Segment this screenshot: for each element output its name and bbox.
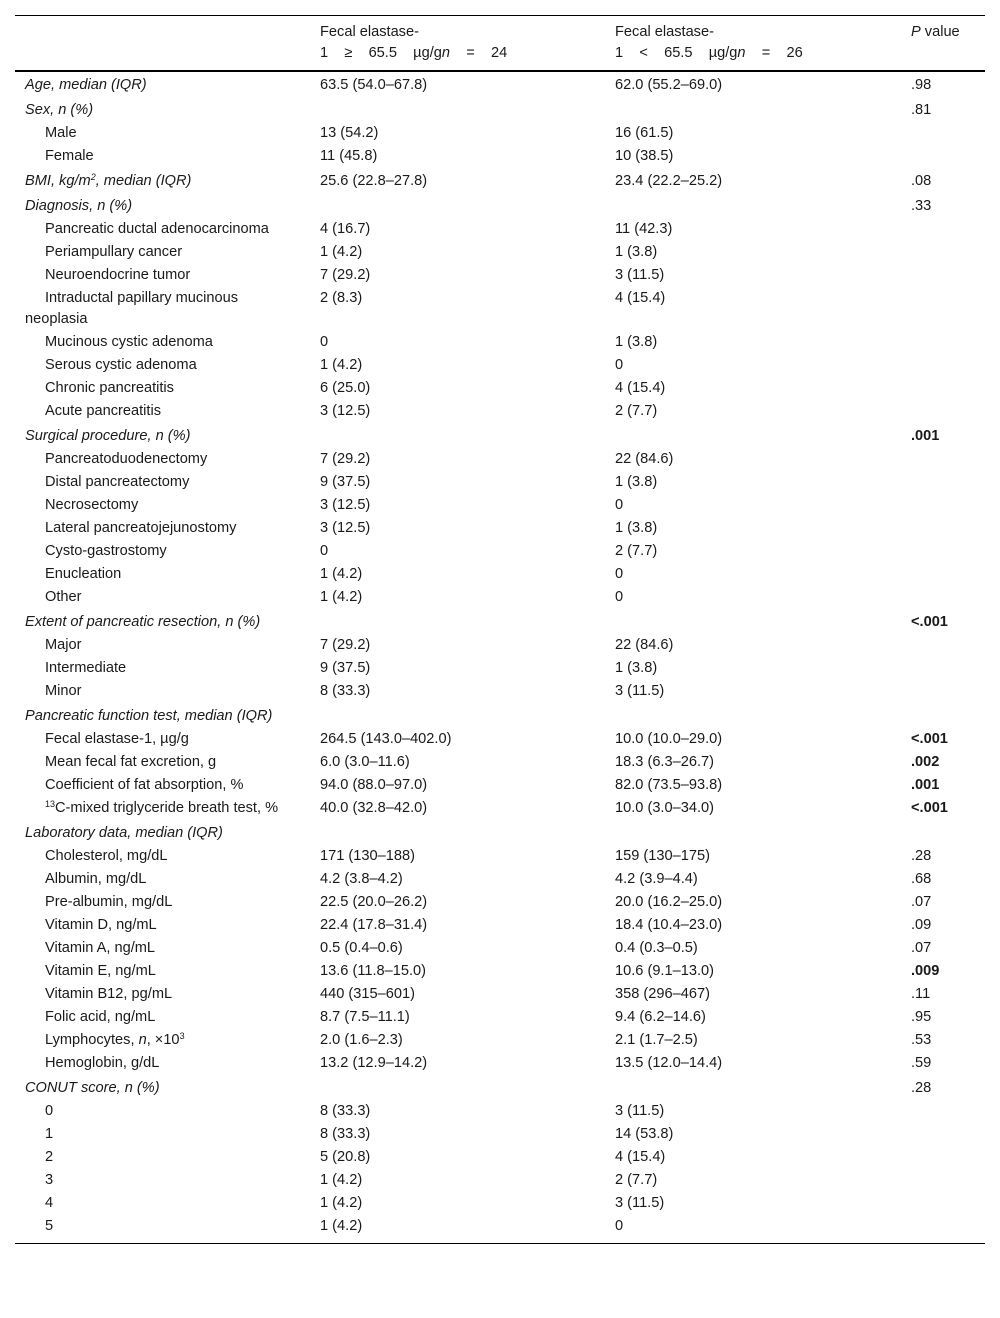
table-row-cholesterol [15,845,985,868]
cell-low: 1 (3.8) [615,520,658,536]
header-empty-cell [15,16,310,72]
table-row-vitamin-e [15,960,985,983]
cell-low: 3 (11.5) [615,1195,665,1211]
header-p-value [901,16,985,72]
cell-low: 10 (38.5) [615,148,674,164]
cell-high [310,609,605,634]
cell-p: .28 [911,1080,932,1096]
table-row-diagnosis [15,193,985,218]
table-row-extent [15,609,985,634]
cell-p: .09 [911,917,932,933]
table-row-folic-acid [15,1006,985,1029]
row-label: Age, median (IQR) [25,77,147,93]
row-label: Acute pancreatitis [45,403,162,419]
cell-high: 2.0 (1.6–2.3) [320,1032,403,1048]
row-label: Other [45,589,82,605]
row-label: Distal pancreatectomy [45,474,190,490]
bmi-label-b: , median (IQR) [95,173,192,189]
cell-low: 0 [615,1218,624,1234]
row-label: Sex, n (%) [25,102,94,118]
row-label: 0 [45,1103,54,1119]
cell-low: 0 [615,589,624,605]
cell-p: .08 [911,173,932,189]
cell-low: 16 (61.5) [615,125,674,141]
cell-low: 22 (84.6) [615,637,674,653]
cell-high: 7 (29.2) [320,637,371,653]
cell-p [901,264,985,287]
row-label: Albumin, mg/dL [45,871,147,887]
table-row-conut [15,1075,985,1100]
row-label: Laboratory data, median (IQR) [25,825,223,841]
cell-p [901,400,985,423]
cell-high: 63.5 (54.0–67.8) [320,77,428,93]
cell-low: 3 (11.5) [615,683,665,699]
cell-p: .07 [911,940,932,956]
header-group-high [310,16,605,72]
table-row-minor [15,680,985,703]
cell-low [605,609,901,634]
cell-low [605,97,901,122]
cell-p [901,1215,985,1243]
row-label: Vitamin D, ng/mL [45,917,157,933]
cell-high: 171 (130–188) [320,848,415,864]
cell-high: 7 (29.2) [320,267,371,283]
cell-low: 13.5 (12.0–14.4) [615,1055,723,1071]
cell-low: 2 (7.7) [615,543,658,559]
cell-low: 159 (130–175) [615,848,710,864]
cell-low: 1 (3.8) [615,660,658,676]
header-high-criterion: 1 ≥ 65.5 µg/g [320,45,442,61]
cell-high: 13 (54.2) [320,125,379,141]
row-label: Lateral pancreatojejunostomy [45,520,237,536]
header-low-criterion: 1 < 65.5 µg/g [615,45,738,61]
row-label: Chronic pancreatitis [45,380,174,396]
table-row-distal [15,471,985,494]
row-label: Neuroendocrine tumor [45,267,191,283]
breath-label: C-mixed triglyceride breath test, % [55,800,279,816]
row-label: Intermediate [45,660,127,676]
cell-high: 0 [320,543,329,559]
cell-p: .001 [911,777,940,793]
cell-high: 40.0 (32.8–42.0) [320,800,428,816]
cell-low: 14 (53.8) [615,1126,674,1142]
cell-p: .28 [911,848,932,864]
row-label: Pancreatoduodenectomy [45,451,208,467]
cell-p [901,1123,985,1146]
table-bottom-rule [15,1243,985,1244]
header-p-letter: P [911,24,921,40]
row-label: Extent of pancreatic resection, n (%) [25,614,261,630]
cell-p: .59 [911,1055,932,1071]
cell-p [901,586,985,609]
cell-high: 4.2 (3.8–4.2) [320,871,403,887]
cell-high: 9 (37.5) [320,660,371,676]
cell-high: 8.7 (7.5–11.1) [320,1009,410,1025]
header-row [15,16,985,72]
row-label: 5 [45,1218,54,1234]
table-row-function-test [15,703,985,728]
cell-p: .002 [911,754,940,770]
cell-p: .001 [911,428,940,444]
cell-low: 62.0 (55.2–69.0) [615,77,723,93]
row-label: Male [45,125,77,141]
row-label: Pre-albumin, mg/dL [45,894,173,910]
cell-p [901,241,985,264]
cell-p [901,563,985,586]
lym-label-a: Lymphocytes, [45,1032,139,1048]
table-row-lymphocytes [15,1029,985,1052]
table-row-fecal-elastase [15,728,985,751]
cell-low: 1 (3.8) [615,244,658,260]
cell-low [605,820,901,845]
cell-p [901,540,985,563]
cell-low: 82.0 (73.5–93.8) [615,777,723,793]
cell-low [605,703,901,728]
row-label: Cysto-gastrostomy [45,543,167,559]
cell-p: .33 [911,198,932,214]
cell-low: 23.4 (22.2–25.2) [615,173,723,189]
cell-low: 0 [615,497,624,513]
cell-high: 94.0 (88.0–97.0) [320,777,428,793]
row-label: 2 [45,1149,54,1165]
row-label [15,168,310,193]
cell-low: 10.0 (3.0–34.0) [615,800,714,816]
row-label: Female [45,148,94,164]
cell-low: 2.1 (1.7–2.5) [615,1032,698,1048]
cell-high: 264.5 (143.0–402.0) [320,731,452,747]
table-row-fat-absorption [15,774,985,797]
cell-p: .009 [911,963,940,979]
table-row-pancreatoduodenectomy [15,448,985,471]
cell-high: 1 (4.2) [320,1172,363,1188]
lym-label-b: , ×10 [146,1032,180,1048]
cell-p: <.001 [911,614,948,630]
table-row-male [15,122,985,145]
header-group-low [605,16,901,72]
row-label: 3 [45,1172,54,1188]
header-high-n: n [441,45,451,61]
cell-p: .95 [911,1009,932,1025]
cell-low: 2 (7.7) [615,403,658,419]
table-row-major [15,634,985,657]
cell-p [901,820,985,845]
row-label: Surgical procedure, n (%) [25,428,191,444]
cell-low: 10.6 (9.1–13.0) [615,963,714,979]
table-row-intermediate [15,657,985,680]
cell-p [901,1169,985,1192]
cell-high: 3 (12.5) [320,403,371,419]
cell-low: 4.2 (3.9–4.4) [615,871,698,887]
row-label: Vitamin E, ng/mL [45,963,156,979]
row-label: Mean fecal fat excretion, g [45,754,217,770]
cell-low: 18.4 (10.4–23.0) [615,917,723,933]
table-row-pdac [15,218,985,241]
header-group-low-line1: Fecal elastase- [615,24,714,40]
table-row-sex [15,97,985,122]
cell-low: 0 [615,357,624,373]
cell-p [901,1192,985,1215]
cell-p [901,517,985,540]
cell-low: 0 [615,566,624,582]
cell-low: 20.0 (16.2–25.0) [615,894,723,910]
table-row-serous [15,354,985,377]
cell-low: 2 (7.7) [615,1172,658,1188]
table-row-bmi [15,168,985,193]
breath-sup: 13 [45,799,56,809]
cell-high: 25.6 (22.8–27.8) [320,173,428,189]
row-label: Serous cystic adenoma [45,357,197,373]
cell-low: 9.4 (6.2–14.6) [615,1009,706,1025]
table-row-female [15,145,985,168]
row-label: Necrosectomy [45,497,139,513]
cell-high: 1 (4.2) [320,1218,363,1234]
cell-high: 6.0 (3.0–11.6) [320,754,410,770]
cell-low: 4 (15.4) [615,290,666,306]
cell-high: 11 (45.8) [320,148,378,164]
row-label: Fecal elastase-1, µg/g [45,731,189,747]
row-label: 4 [45,1195,54,1211]
bmi-label-a: BMI, kg/m [25,173,91,189]
table-row-lateral [15,517,985,540]
table-row-albumin [15,868,985,891]
table-row-laboratory [15,820,985,845]
table-row-chronic [15,377,985,400]
cell-high: 1 (4.2) [320,566,363,582]
header-p-rest: value [920,24,960,40]
cell-p [901,287,985,331]
table-row-score-2 [15,1146,985,1169]
table-row-vitamin-d [15,914,985,937]
table-row-score-3 [15,1169,985,1192]
cell-p [901,354,985,377]
bmi-sup: 2 [90,172,96,182]
cell-low: 1 (3.8) [615,334,658,350]
row-label: Hemoglobin, g/dL [45,1055,160,1071]
table-row-acute [15,400,985,423]
table-row-other [15,586,985,609]
table-row-cysto [15,540,985,563]
header-high-count: = 24 [450,45,508,61]
cell-p [901,1100,985,1123]
cell-p: <.001 [911,731,948,747]
cell-high: 8 (33.3) [320,683,371,699]
cell-high: 3 (12.5) [320,520,371,536]
table-row-mucinous [15,331,985,354]
cell-p [901,218,985,241]
cell-high: 6 (25.0) [320,380,371,396]
row-label: Mucinous cystic adenoma [45,334,213,350]
cell-p [901,494,985,517]
cell-high: 4 (16.7) [320,221,371,237]
cell-high [310,1075,605,1100]
row-label: 1 [45,1126,54,1142]
header-low-n: n [737,45,746,61]
table-row-ipmn [15,287,985,331]
row-label: Vitamin A, ng/mL [45,940,156,956]
table-row-neuroendocrine [15,264,985,287]
table-row-periampullary [15,241,985,264]
cell-high: 1 (4.2) [320,357,363,373]
cell-high: 1 (4.2) [320,244,363,260]
cell-p [901,657,985,680]
row-label: Enucleation [45,566,122,582]
cell-p: .53 [911,1032,932,1048]
cell-low: 4 (15.4) [615,1149,666,1165]
cell-high [310,193,605,218]
row-label: Major [45,637,82,653]
header-group-high-line2 [320,43,595,64]
cell-p [901,634,985,657]
cell-high [310,97,605,122]
cell-low: 1 (3.8) [615,474,658,490]
cell-low: 22 (84.6) [615,451,674,467]
cell-high: 22.4 (17.8–31.4) [320,917,428,933]
row-label: CONUT score, n (%) [25,1080,160,1096]
table-row-vitamin-a [15,937,985,960]
header-low-count: = 26 [745,45,803,61]
cell-low: 10.0 (10.0–29.0) [615,731,723,747]
cell-low: 18.3 (6.3–26.7) [615,754,714,770]
cell-p [901,122,985,145]
lym-n: n [138,1032,147,1048]
cell-low: 358 (296–467) [615,986,710,1002]
cell-high: 440 (315–601) [320,986,415,1002]
table-header [15,16,985,72]
cell-p [901,471,985,494]
cell-low [605,1075,901,1100]
row-label: Diagnosis, n (%) [25,198,133,214]
cell-p: <.001 [911,800,948,816]
cell-high: 2 (8.3) [320,290,363,306]
cell-p: .68 [911,871,932,887]
cell-high: 8 (33.3) [320,1126,371,1142]
cell-high: 9 (37.5) [320,474,371,490]
lym-sup: 3 [179,1031,185,1041]
table-row-enucleation [15,563,985,586]
cell-p: .07 [911,894,932,910]
cell-high: 13.6 (11.8–15.0) [320,963,427,979]
table-row-hemoglobin [15,1052,985,1075]
table-row-necrosectomy [15,494,985,517]
table-row-score-4 [15,1192,985,1215]
table-row-score-5 [15,1215,985,1243]
cell-p [901,680,985,703]
header-group-low-line2 [615,43,891,64]
cell-high [310,423,605,448]
cell-p [901,1146,985,1169]
cell-p [901,331,985,354]
cell-low [605,423,901,448]
cell-low: 3 (11.5) [615,1103,665,1119]
cell-high [310,820,605,845]
row-label: Folic acid, ng/mL [45,1009,156,1025]
row-label: Coefficient of fat absorption, % [45,777,244,793]
table-row-age [15,71,985,97]
row-label: Minor [45,683,82,699]
cell-high: 5 (20.8) [320,1149,371,1165]
cell-high: 3 (12.5) [320,497,371,513]
table-row-breath-test [15,797,985,820]
cell-high: 7 (29.2) [320,451,371,467]
cell-high: 8 (33.3) [320,1103,371,1119]
cell-high: 0 [320,334,329,350]
cell-high: 0.5 (0.4–0.6) [320,940,403,956]
data-table [15,15,985,1243]
table-body [15,71,985,1243]
header-group-high-line1: Fecal elastase- [320,24,419,40]
table-row-fat-excretion [15,751,985,774]
cell-high: 1 (4.2) [320,589,363,605]
row-label: Pancreatic function test, median (IQR) [25,708,273,724]
cell-p [901,145,985,168]
cell-p: .81 [911,102,932,118]
cell-low [605,193,901,218]
cell-low: 0.4 (0.3–0.5) [615,940,698,956]
row-label: Cholesterol, mg/dL [45,848,168,864]
cell-high: 13.2 (12.9–14.2) [320,1055,428,1071]
cell-p: .11 [911,986,931,1002]
row-label: Pancreatic ductal adenocarcinoma [45,221,269,237]
cell-p [901,703,985,728]
table-row-score-1 [15,1123,985,1146]
row-label: Intraductal papillary mucinous neoplasia [25,290,239,327]
cell-low: 3 (11.5) [615,267,665,283]
cell-p: .98 [911,77,932,93]
cell-p [901,448,985,471]
table-container [15,0,985,1244]
cell-low: 11 (42.3) [615,221,673,237]
cell-high: 1 (4.2) [320,1195,363,1211]
cell-p [901,377,985,400]
row-label [15,797,310,820]
cell-high: 22.5 (20.0–26.2) [320,894,428,910]
cell-low: 4 (15.4) [615,380,666,396]
table-row-score-0 [15,1100,985,1123]
row-label: Vitamin B12, pg/mL [45,986,173,1002]
row-label [15,1029,310,1052]
table-row-surgical [15,423,985,448]
table-row-prealbumin [15,891,985,914]
row-label: Periampullary cancer [45,244,183,260]
table-row-vitamin-b12 [15,983,985,1006]
